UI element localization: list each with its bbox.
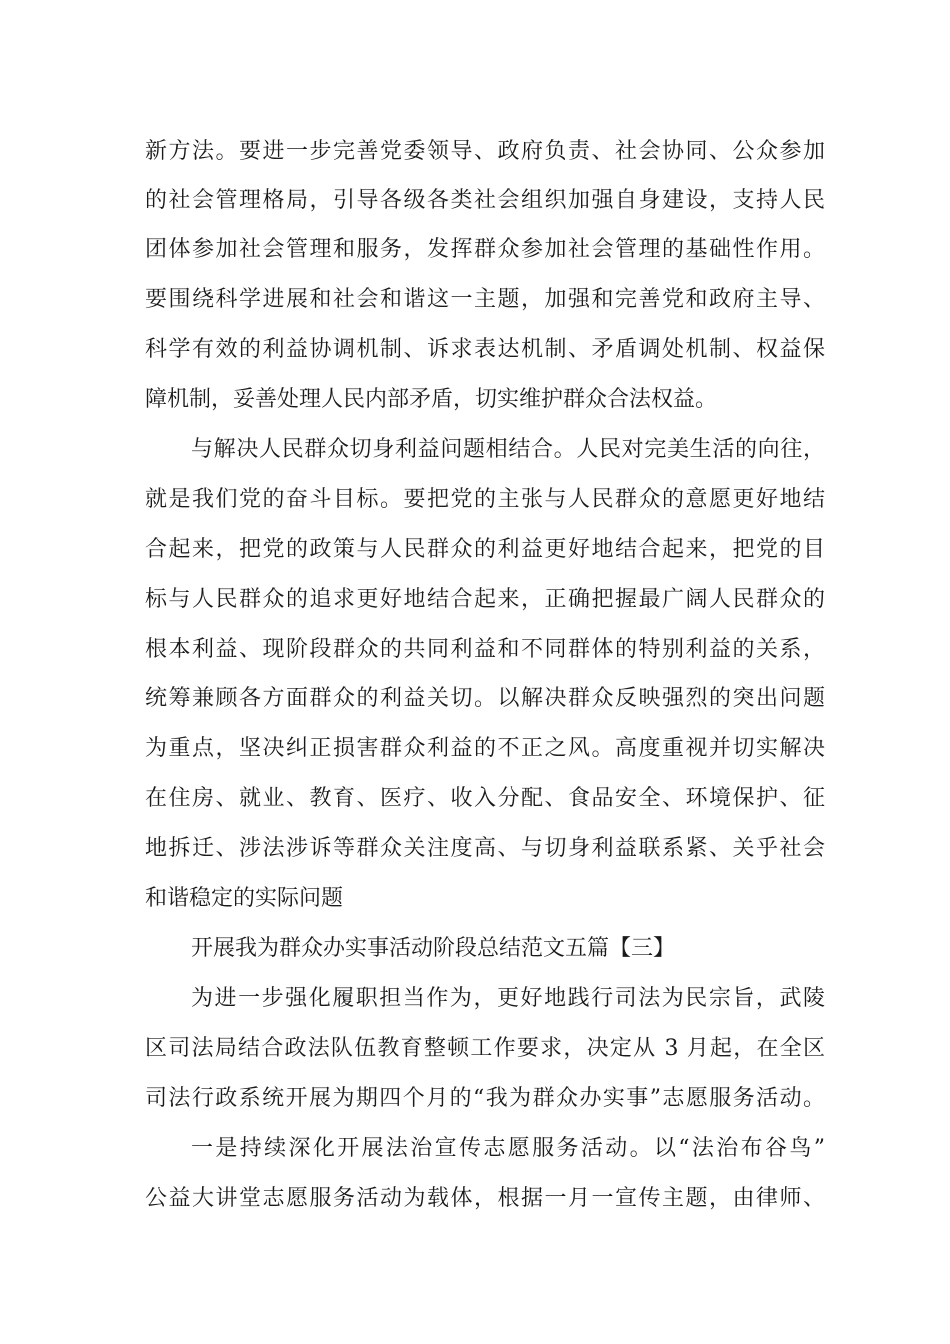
paragraph-line: 标与人民群众的追求更好地结合起来，正确把握最广阔人民群众的 [145,587,825,612]
paragraph-line: 区司法局结合政法队伍教育整顿工作要求，决定从 3 月起，在全区 [145,1036,825,1061]
paragraph-line: 合起来，把党的政策与人民群众的利益更好地结合起来，把党的目 [145,537,825,562]
paragraph-line: 地拆迁、涉法涉诉等群众关注度高、与切身利益联系紧、关乎社会 [145,836,825,861]
paragraph-line: 统筹兼顾各方面群众的利益关切。以解决群众反映强烈的突出问题 [145,686,825,711]
paragraph-line: 一是持续深化开展法治宣传志愿服务活动。以“法治布谷鸟” [191,1136,825,1161]
paragraph-line: 新方法。要进一步完善党委领导、政府负责、社会协同、公众参加 [145,139,825,164]
paragraph-line: 科学有效的利益协调机制、诉求表达机制、矛盾调处机制、权益保 [145,337,825,362]
paragraph-line: 公益大讲堂志愿服务活动为载体，根据一月一宣传主题，由律师、 [145,1186,825,1211]
paragraph-line: 的社会管理格局，引导各级各类社会组织加强自身建设，支持人民 [145,188,825,213]
paragraph-line: 要围绕科学进展和社会和谐这一主题，加强和完善党和政府主导、 [145,287,825,312]
paragraph-line: 与解决人民群众切身利益问题相结合。人民对完美生活的向往， [191,437,825,462]
paragraph-line: 障机制，妥善处理人民内部矛盾，切实维护群众合法权益。 [145,387,718,412]
paragraph-line: 团体参加社会管理和服务，发挥群众参加社会管理的基础性作用。 [145,237,825,262]
paragraph-line: 和谐稳定的实际问题 [145,886,344,911]
section-heading: 开展我为群众办实事活动阶段总结范文五篇【三】 [191,936,676,961]
paragraph-line: 就是我们党的奋斗目标。要把党的主张与人民群众的意愿更好地结 [145,487,825,512]
paragraph-line: 根本利益、现阶段群众的共同利益和不同群体的特别利益的关系， [145,637,825,662]
paragraph-line: 为重点，坚决纠正损害群众利益的不正之风。高度重视并切实解决 [145,736,825,761]
paragraph-line: 在住房、就业、教育、医疗、收入分配、食品安全、环境保护、征 [145,786,825,811]
paragraph-line: 为进一步强化履职担当作为，更好地践行司法为民宗旨，武陵 [191,986,825,1011]
paragraph-line: 司法行政系统开展为期四个月的“我为群众办实事”志愿服务活动。 [145,1086,825,1111]
